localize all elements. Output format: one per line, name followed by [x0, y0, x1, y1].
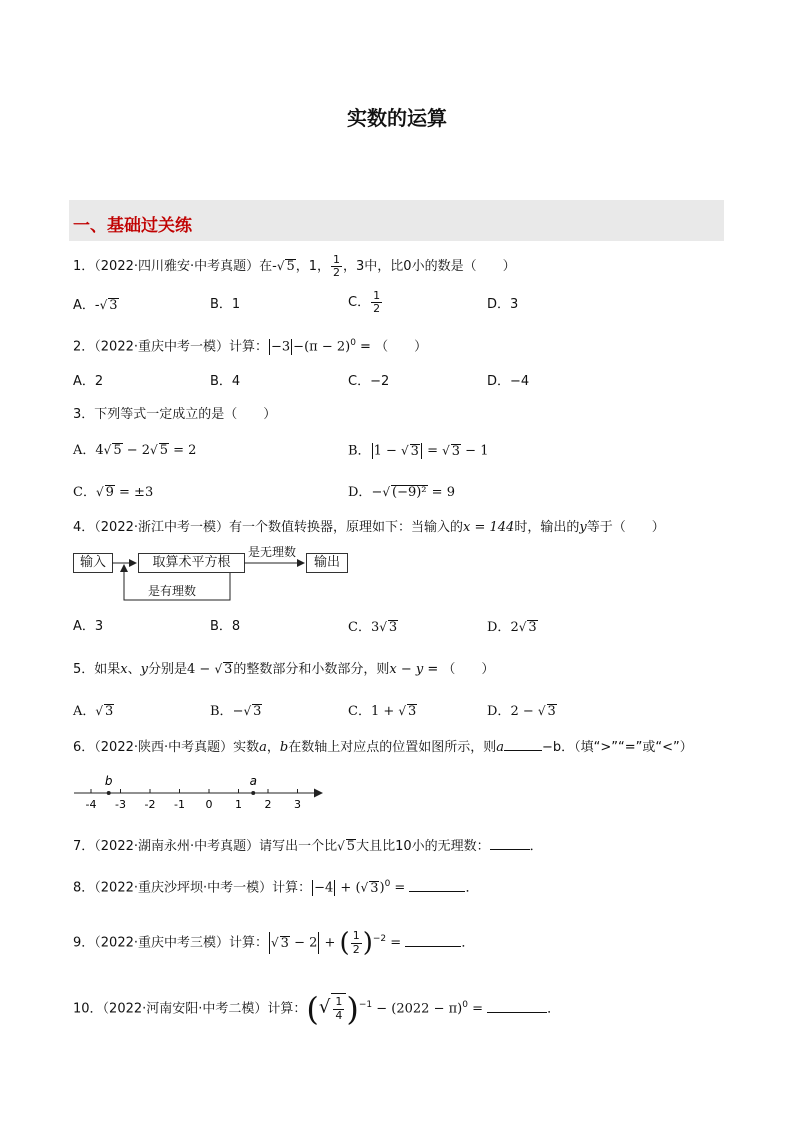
- box-square-root: 取算术平方根: [138, 553, 245, 573]
- number-line: [60, 766, 340, 816]
- q2-option-a[interactable]: A．2: [73, 374, 104, 389]
- number-line-tick-label: -2: [144, 798, 156, 811]
- q2-option-d[interactable]: D．−4: [487, 374, 530, 389]
- question-4: 4．（2022·浙江中考一模）有一个数值转换器，原理如下：当输入的x = 144时，输出的y等于（ ）: [73, 520, 665, 535]
- question-10: 10．（2022·河南安阳·中考二模）计算：(√ $\frac{1}{4}$ )$^{-1} - (2022 - \pi)^0$ = ．: [73, 990, 561, 1028]
- question-3: 3．下列等式一定成立的是（ ）: [73, 407, 277, 422]
- point-a: [251, 791, 255, 795]
- q3-option-c[interactable]: C．√ 9 = ±3: [73, 485, 154, 500]
- q3-option-d[interactable]: D．−√ (−9)² = 9: [348, 485, 455, 500]
- number-line-tick-label: 0: [205, 798, 213, 811]
- q1-option-a[interactable]: A．-√ 3: [73, 298, 118, 313]
- label-irrational: 是无理数: [248, 545, 297, 559]
- fraction: $\frac{1}{2}$: [333, 253, 341, 280]
- question-9: 9．（2022·重庆中考三模）计算： √ 3 − 2 + ( $\frac{1}{2}$ )$^{-2}$ = ．: [73, 928, 475, 958]
- q5-option-b[interactable]: B．−√ 3: [210, 704, 262, 719]
- question-1: 1．（2022·四川雅安·中考真题）在-√ 5，1， $\frac{1}{2}$ ，3中，比0小的数是（ ）: [73, 253, 516, 280]
- number-line-tick-label: -1: [174, 798, 185, 811]
- question-5: 5．如果x、y分别是4 − √ 3的整数部分和小数部分，则x − y = （ ）: [73, 662, 495, 677]
- q1-option-c[interactable]: C． $\frac{1}{2}$: [348, 289, 381, 316]
- q4-option-b[interactable]: B．8: [210, 619, 241, 634]
- question-7: 7．（2022·湖南永州·中考真题）请写出一个比√ 5大且比10小的无理数： ．: [73, 839, 543, 854]
- q1-option-b[interactable]: B．1: [210, 297, 241, 312]
- box-output: 输出: [306, 553, 348, 573]
- answer-blank[interactable]: [405, 946, 461, 947]
- q5-option-a[interactable]: A．√ 3: [73, 704, 114, 719]
- box-input: 输入: [73, 553, 113, 573]
- number-line-tick-label: 2: [264, 798, 272, 811]
- label-rational: 是有理数: [148, 584, 197, 598]
- number-line-tick-label: -3: [115, 798, 126, 811]
- q5-option-d[interactable]: D．2 − √ 3: [487, 704, 556, 719]
- number-line-tick-label: -4: [85, 798, 97, 811]
- question-2: 2．（2022·重庆中考一模）计算： $-3 -(\pi - 2)^0$ = （ ）: [73, 338, 428, 355]
- section-title: 一、基础过关练: [73, 216, 192, 236]
- q2-option-b[interactable]: B．4: [210, 374, 241, 389]
- point-a-label: a: [249, 774, 257, 788]
- question-6: 6．（2022·陕西·中考真题）实数a，b在数轴上对应点的位置如图所示，则a −b．（填“>”“=”或“<”）: [73, 740, 693, 755]
- q1-option-d[interactable]: D．3: [487, 297, 519, 312]
- answer-blank[interactable]: [487, 1012, 547, 1013]
- q2-option-c[interactable]: C．−2: [348, 374, 390, 389]
- q3-option-a[interactable]: A．4√ 5 − 2√ 5 = 2: [73, 443, 197, 458]
- answer-blank[interactable]: [409, 891, 465, 892]
- number-line-tick-label: 3: [294, 798, 301, 811]
- point-b-label: b: [104, 774, 113, 788]
- q4-option-c[interactable]: C．3√ 3: [348, 620, 398, 635]
- answer-blank[interactable]: [504, 750, 542, 751]
- question-8: 8．（2022·重庆沙坪坝·中考一模）计算： −4 + (√ 3)$^0$ = ．: [73, 879, 479, 896]
- number-line-tick-label: 1: [235, 798, 242, 811]
- q3-option-b[interactable]: B． 1 − √ 3 = √ 3 − 1: [348, 443, 489, 459]
- answer-blank[interactable]: [490, 849, 530, 850]
- q4-option-d[interactable]: D．2√ 3: [487, 620, 537, 635]
- point-b: [107, 791, 111, 795]
- page-title: 实数的运算: [347, 106, 447, 130]
- q5-option-c[interactable]: C．1 + √ 3: [348, 704, 417, 719]
- q4-option-a[interactable]: A．3: [73, 619, 104, 634]
